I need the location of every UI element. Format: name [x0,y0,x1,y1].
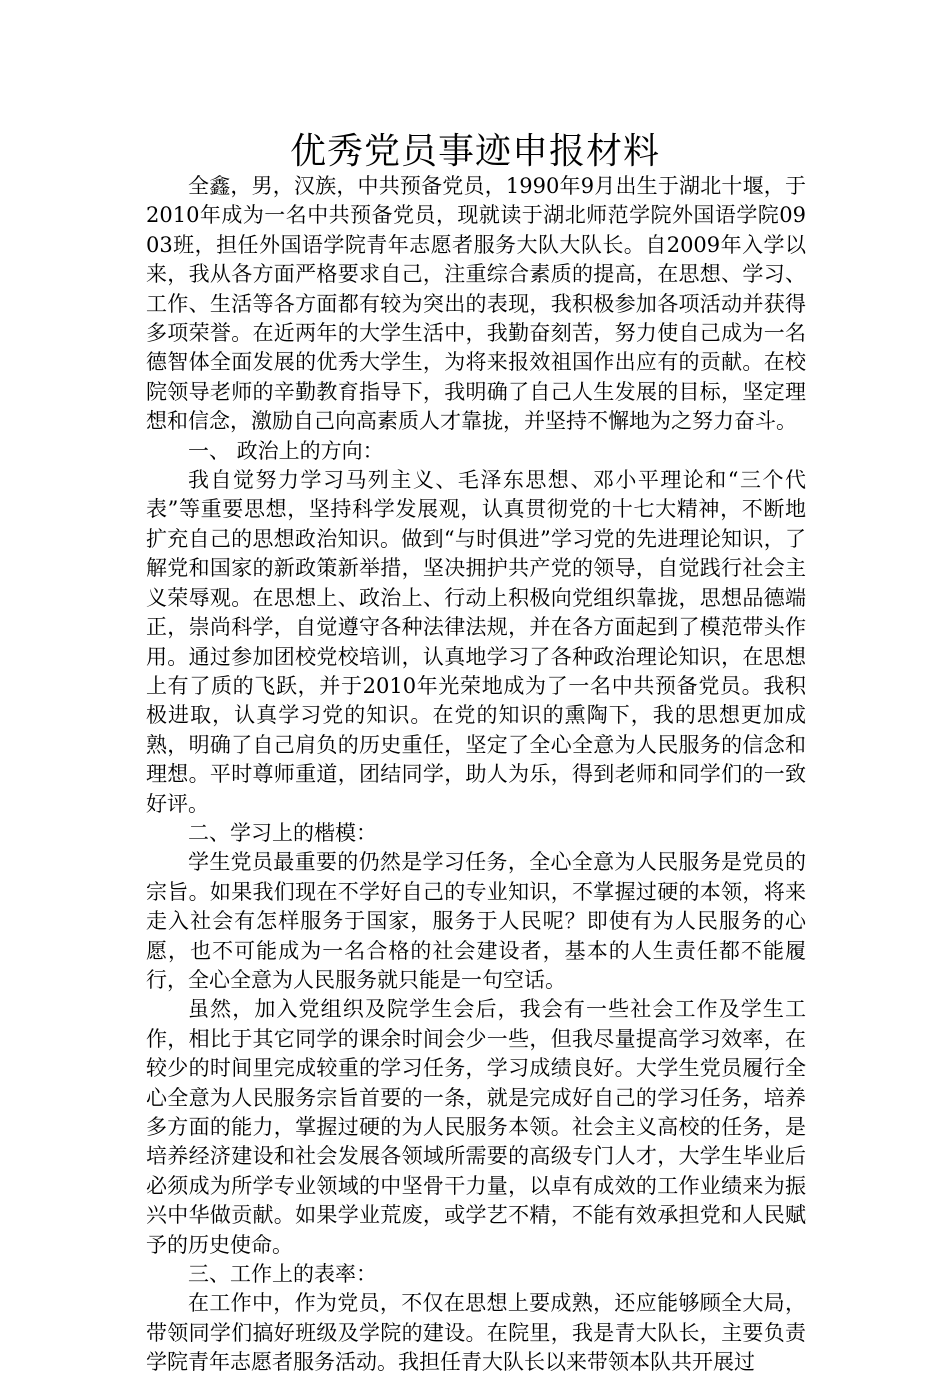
study-paragraph-1: 学生党员最重要的仍然是学习任务，全心全意为人民服务是党员的宗旨。如果我们现在不学好自己的专业知识，不掌握过硬的本领，将来走入社会有怎样服务于国家，服务于人民呢？即使有为人民服务的心愿，也不可能成为一名合格的社会建设者，基本的人生责任都不能履行，全心全意为人民服务就只能是一句空话。 [146,850,806,992]
section-heading-politics: 一、 政治上的方向： [188,438,384,463]
section-heading-study: 二、学习上的楷模： [188,820,377,845]
politics-paragraph: 我自觉努力学习马列主义、毛泽东思想、邓小平理论和“三个代表”等重要思想，坚持科学发展观，认真贯彻党的十七大精神，不断地扩充自己的思想政治知识。做到“与时俱进”学习党的先进理论知识，了解党和国家的新政策新举措，坚决拥护共产党的领导，自觉践行社会主义荣辱观。在思想上、政治上、行动上积极向党组织靠拢，思想品德端正，崇尚科学，自觉遵守各种法律法规，并在各方面起到了模范带头作用。通过参加团校党校培训，认真地学习了各种政治理论知识，在思想上有了质的飞跃，并于2010年光荣地成为了一名中共预备党员。我积极进取，认真学习党的知识。在党的知识的熏陶下，我的思想更加成熟，明确了自己肩负的历史重任，坚定了全心全意为人民服务的信念和理想。平时尊师重道，团结同学，助人为乐，得到老师和同学们的一致好评。 [146,468,806,816]
document-title: 优秀党员事迹申报材料 [289,131,660,172]
document-body [146,172,806,1378]
intro-paragraph: 全鑫，男，汉族，中共预备党员，1990年9月出生于湖北十堰，于2010年成为一名中共预备党员，现就读于湖北师范学院外国语学院0903班，担任外国语学院青年志愿者服务大队大队长。自2009年入学以来，我从各方面严格要求自己，注重综合素质的提高，在思想、学习、工作、生活等各方面都有较为突出的表现，我积极参加各项活动并获得多项荣誉。在近两年的大学生活中，我勤奋刻苦，努力使自己成为一名德智体全面发展的优秀大学生，为将来报效祖国作出应有的贡献。在校院领导老师的辛勤教育指导下，我明确了自己人生发展的目标，坚定理想和信念，激励自己向高素质人才靠拢，并坚持不懈地为之努力奋斗。 [146,174,806,434]
study-paragraph-2: 虽然，加入党组织及院学生会后，我会有一些社会工作及学生工作，相比于其它同学的课余时间会少一些，但我尽量提高学习效率，在较少的时间里完成较重的学习任务，学习成绩良好。大学生党员履行全心全意为人民服务宗旨首要的一条，就是完成好自己的学习任务，培养多方面的能力，掌握过硬的为人民服务本领。社会主义高校的任务，是培养经济建设和社会发展各领域所需要的高级专门人才，大学生毕业后必须成为所学专业领域的中坚骨干力量，以卓有成效的工作业绩来为振兴中华做贡献。如果学业荒废，或学艺不精，不能有效承担党和人民赋予的历史使命。 [146,997,806,1257]
work-paragraph: 在工作中，作为党员，不仅在思想上要成熟，还应能够顾全大局，带领同学们搞好班级及学院的建设。在院里，我是青大队长，主要负责学院青年志愿者服务活动。我担任青大队长以来带领本队共开展过 [146,1291,806,1375]
section-heading-work: 三、工作上的表率： [188,1262,377,1287]
